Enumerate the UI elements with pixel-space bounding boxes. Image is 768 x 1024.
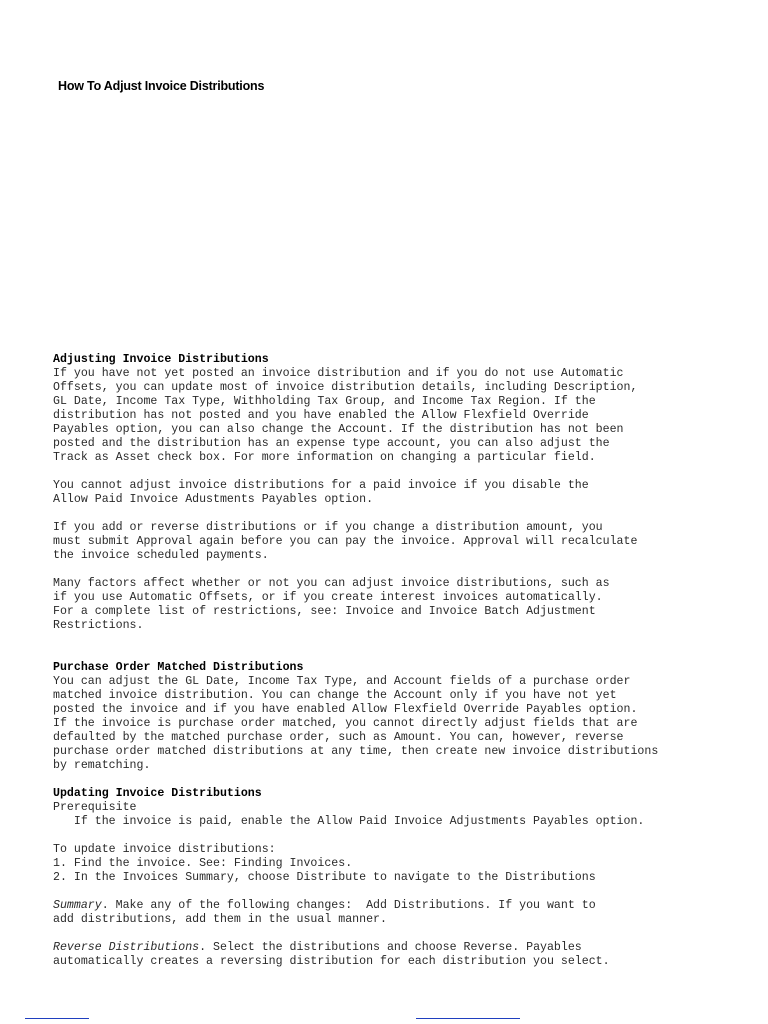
document-body — [53, 353, 753, 969]
prerequisite-label: Prerequisite — [53, 801, 137, 814]
reverse-text: . Select the distributions and choose Reverse. Payables automatically creates a reversing distribution for each distribution you select. — [53, 941, 610, 968]
step-item: 2. In the Invoices Summary, choose Distribute to navigate to the Distributions — [53, 871, 596, 884]
reverse-label: Reverse Distributions — [53, 941, 200, 954]
section-heading-adjusting: Adjusting Invoice Distributions — [53, 353, 269, 366]
paragraph: You cannot adjust invoice distributions for a paid invoice if you disable the Allow Paid Invoice Adustments Payables option. — [53, 479, 589, 506]
step-item: 1. Find the invoice. See: Finding Invoices. — [53, 857, 353, 870]
summary-paragraph — [53, 899, 753, 927]
paragraph: You can adjust the GL Date, Income Tax Type, and Account fields of a purchase order matched invoice distribution. You can change the Account only if you have not yet posted the invoice and if you have enabled Allow Flexfield Override Payables option. If the invoice is purchase order matched, you cannot directly adjust fields that are defaulted by the matched purchase order, such as Amount. You can, however, reverse purchase order matched distributions at any time, then create new invoice distributions by rematching. — [53, 675, 659, 772]
paragraph: If you have not yet posted an invoice distribution and if you do not use Automatic Offsets, you can update most of invoice distribution details, including Description, GL Date, Income Tax Type, Withholding Tax Group, and Income Tax Region. If the distribution has not posted and you have enabled the Allow Flexfield Override Payables option, you can also change the Account. If the distribution has not been posted and the distribution has an expense type account, you can also adjust the Track as Asset check box. For more information on changing a particular field. — [53, 367, 638, 464]
section-heading-po-matched: Purchase Order Matched Distributions — [53, 661, 304, 674]
steps-intro: To update invoice distributions: — [53, 843, 276, 856]
paragraph: Many factors affect whether or not you can adjust invoice distributions, such as if you use Automatic Offsets, or if you create interest invoices automatically. For a complete list of restrictions, see: Invoice and Invoice Batch Adjustment Restrictions. — [53, 577, 610, 632]
prerequisite-text: If the invoice is paid, enable the Allow Paid Invoice Adjustments Payables option. — [53, 815, 645, 828]
reverse-paragraph — [53, 941, 753, 969]
footer-link-previous[interactable] — [25, 1018, 89, 1019]
section-heading-updating: Updating Invoice Distributions — [53, 787, 262, 800]
footer-link-next[interactable] — [416, 1018, 520, 1019]
paragraph: If you add or reverse distributions or if you change a distribution amount, you must submit Approval again before you can pay the invoice. Approval will recalculate the invoice scheduled payments. — [53, 521, 638, 562]
summary-text: . Make any of the following changes: Add Distributions. If you want to add distributions, add them in the usual manner. — [53, 899, 596, 926]
page-title: How To Adjust Invoice Distributions — [58, 79, 265, 93]
summary-label: Summary — [53, 899, 102, 912]
